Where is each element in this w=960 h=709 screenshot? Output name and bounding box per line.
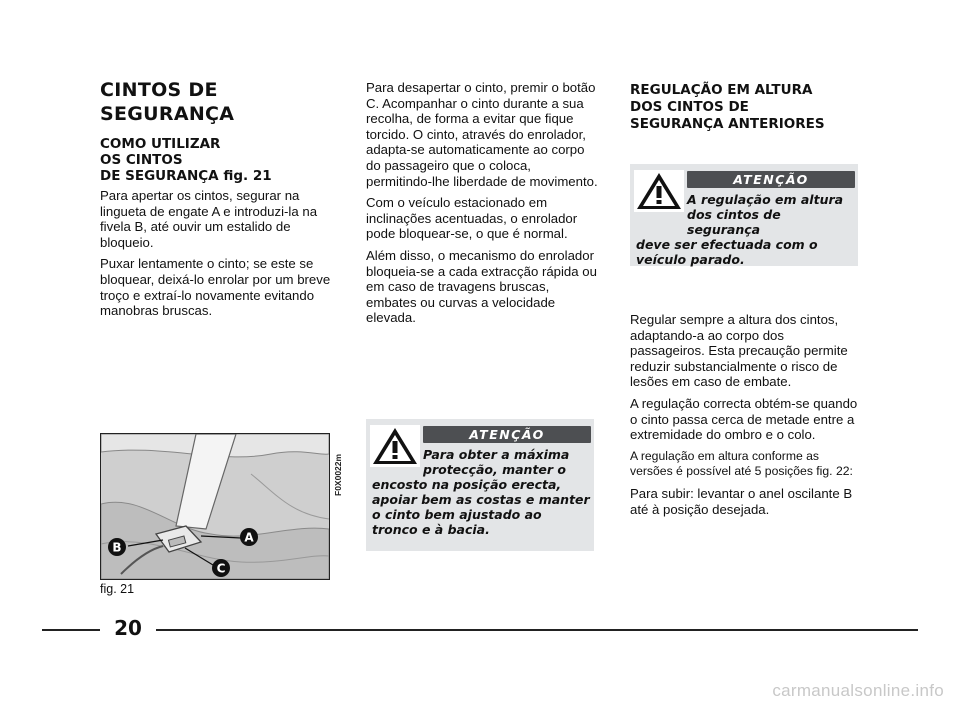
paragraph: Regular sempre a altura dos cintos, adaptando-a ao corpo dos passageiros. Esta precaução permite reduzir substancialmente o risco de lesões em caso de embate. xyxy=(630,312,848,390)
right-body xyxy=(630,312,862,523)
right-title-line2: DOS CINTOS DE xyxy=(630,99,749,115)
footer-rule-right xyxy=(156,629,918,631)
warning-box-protection xyxy=(366,419,594,551)
seatbelt-illustration xyxy=(101,434,329,579)
paragraph: Para apertar os cintos, segurar na lingueta de engate A e introduzi-la na fivela B, até ouvir um estalido de bloqueio. xyxy=(100,188,318,250)
warning-text-lead: A regulação em altura dos cintos de segurança xyxy=(687,192,844,237)
middle-column xyxy=(366,80,598,332)
paragraph: A regulação correcta obtém-se quando o cinto passa cerca de metade entre a extremidade do ombro e o colo. xyxy=(630,395,858,443)
warning-text xyxy=(372,447,590,537)
warning-text-rest: encosto na posição erecta, apoiar bem as costas e manter o cinto bem ajustado ao tronco e à bacia. xyxy=(372,477,590,537)
right-title-line3: SEGURANÇA ANTERIORES xyxy=(630,116,825,132)
footer-rule-left xyxy=(42,629,100,631)
figure-21-image xyxy=(100,433,330,580)
paragraph: Puxar lentamente o cinto; se este se bloquear, deixá-lo enrolar por um breve troço e extraí-lo novamente evitando manobras bruscas. xyxy=(100,256,331,319)
subsection-title xyxy=(100,136,332,184)
svg-text:F0X0022m: F0X0022m xyxy=(333,453,343,496)
section-title xyxy=(100,78,332,126)
subsection-title-line2: OS CINTOS xyxy=(100,152,183,168)
figure-code xyxy=(332,438,344,498)
page-number: 20 xyxy=(114,616,142,640)
watermark: carmanualsonline.info xyxy=(772,681,944,700)
figure-caption: fig. 21 xyxy=(100,582,135,596)
warning-box-height xyxy=(630,164,858,266)
subsection-title-line3: DE SEGURANÇA xyxy=(100,168,219,184)
warning-text-lead: Para obter a máxima protecção, manter o xyxy=(423,447,570,477)
subsection-title-line1: COMO UTILIZAR xyxy=(100,136,221,152)
paragraph: Para subir: levantar o anel oscilante B até à posição desejada. xyxy=(630,485,853,517)
callout-b-label: B xyxy=(112,540,122,555)
right-section-title xyxy=(630,82,862,133)
paragraph: A regulação em altura conforme as versões é possível até 5 posições fig. 22: xyxy=(630,448,853,479)
paragraph: Com o veículo estacionado em inclinações acentuadas, o enrolador pode bloquear-se, o que é normal. xyxy=(366,195,578,242)
warning-text xyxy=(636,192,854,267)
paragraph: Além disso, o mecanismo do enrolador bloqueia-se a cada extracção rápida ou em caso de travagens bruscas, embates ou curvas a velocidade elevada. xyxy=(366,247,597,326)
section-title-line1: CINTOS DE xyxy=(100,79,218,101)
paragraph: Para desapertar o cinto, premir o botão C. Acompanhar o cinto durante a sua recolha, de forma a evitar que fique torcido. O cinto, através do enrolador, adapta-se automaticamente ao corpo do passageiro que o coloca, permitindo-lhe liberdade de movimento. xyxy=(366,80,598,189)
right-column xyxy=(630,82,862,133)
subsection-fig-ref: fig. 21 xyxy=(223,168,272,184)
warning-text-rest: deve ser efectuada com o veículo parado. xyxy=(636,237,818,267)
warning-label: ATENÇÃO xyxy=(423,426,591,443)
section-title-line2: SEGURANÇA xyxy=(100,103,235,125)
callout-a-label: A xyxy=(244,530,254,545)
warning-label: ATENÇÃO xyxy=(687,171,855,188)
right-title-line1: REGULAÇÃO EM ALTURA xyxy=(630,82,813,98)
left-column xyxy=(100,78,332,325)
callout-c-label: C xyxy=(216,561,226,576)
